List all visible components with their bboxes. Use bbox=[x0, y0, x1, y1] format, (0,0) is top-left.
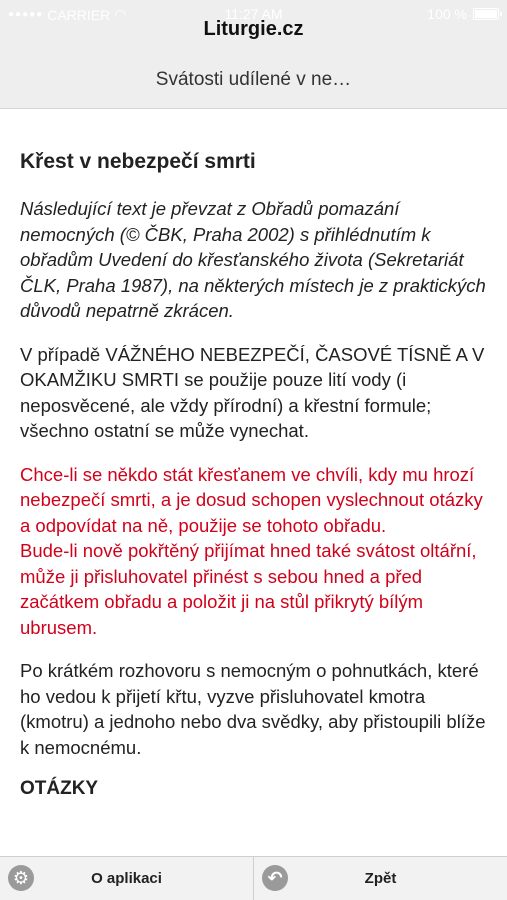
status-time: 11:27 AM bbox=[224, 6, 283, 22]
article-heading: Křest v nebezpečí smrti bbox=[20, 150, 256, 173]
signal-icon: ●●●●● bbox=[8, 9, 44, 20]
about-label: O aplikaci bbox=[91, 870, 162, 887]
wifi-icon: ◠ bbox=[114, 6, 127, 22]
section-heading-questions: OTÁZKY bbox=[20, 778, 99, 799]
back-arrow-icon: ↶ bbox=[262, 865, 288, 891]
article-content bbox=[20, 150, 489, 800]
rubric-paragraph-2: Bude-li nově pokřtěný přijímat hned také svátost oltářní, může ji přisluhovatel přinést s sebou hned a před začátkem obřadu a položit ji na stůl přikrytý bílým ubrusem. bbox=[20, 540, 477, 638]
back-label: Zpět bbox=[364, 870, 397, 887]
intro-paragraph: Následující text je převzat z Obřadů pomazání nemocných (© ČBK, Praha 2002) s přihlédnutím k obřadům Uvedení do křesťanského života (Sekretariát ČLK, Praha 1987), na některých místech je z praktických důvodů nepatrně zkrácen. bbox=[20, 198, 486, 321]
app-title: Liturgie.cz bbox=[203, 18, 304, 40]
battery-label: 100 % bbox=[427, 6, 467, 22]
paragraph-emergency: V případě VÁŽNÉHO NEBEZPEČÍ, ČASOVÉ TÍSNĚ A V OKAMŽIKU SMRTI se použije pouze lití vody (i neposvěcené, ale vždy přírodní) a křestní formule; všechno ostatní se může vynechat. bbox=[20, 343, 485, 441]
back-button[interactable] bbox=[253, 857, 507, 900]
rubric-paragraph-1: Chce-li se někdo stát křesťanem ve chvíli, kdy mu hrozí nebezpečí smrti, a je dosud schopen vyslechnout otázky a odpovídat na ně, použije se tohoto obřadu. bbox=[20, 463, 483, 536]
about-button[interactable] bbox=[0, 857, 253, 900]
page-subtitle: Svátosti udílené v ne… bbox=[155, 69, 352, 90]
bottom-toolbar bbox=[0, 856, 507, 900]
app-header bbox=[0, 0, 507, 109]
carrier-label: CARRIER bbox=[47, 6, 111, 23]
gear-icon: ⚙ bbox=[8, 865, 34, 891]
paragraph-conversation: Po krátkém rozhovoru s nemocným o pohnutkách, které ho vedou k přijetí křtu, vyzve přisluhovatel kmotra (kmotru) a jednoho nebo dva svědky, aby přistoupili blíže k nemocnému. bbox=[20, 660, 486, 758]
